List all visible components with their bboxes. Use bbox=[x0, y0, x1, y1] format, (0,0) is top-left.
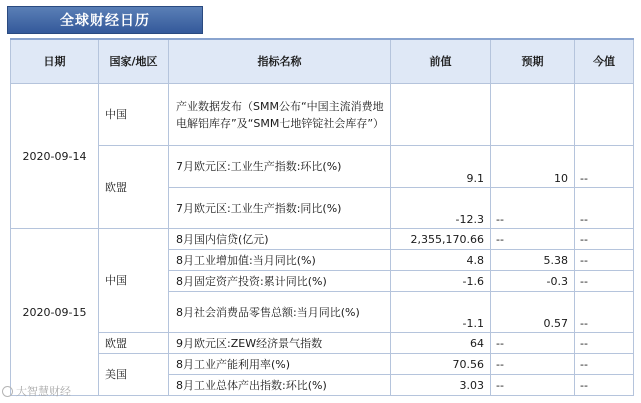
prev-cell: 64 bbox=[391, 333, 491, 354]
table-row bbox=[11, 333, 634, 354]
prev-cell: -1.1 bbox=[391, 292, 491, 333]
indicator-cell: 8月工业增加值:当月同比(%) bbox=[169, 250, 391, 271]
table-row bbox=[11, 84, 634, 146]
current-cell: -- bbox=[575, 354, 634, 375]
prev-cell: -12.3 bbox=[391, 188, 491, 229]
indicator-cell: 8月固定资产投资:累计同比(%) bbox=[169, 271, 391, 292]
forecast-cell: -0.3 bbox=[491, 271, 575, 292]
forecast-cell: 0.57 bbox=[491, 292, 575, 333]
current-cell: -- bbox=[575, 292, 634, 333]
region-cell: 欧盟 bbox=[99, 146, 169, 229]
date-cell: 2020-09-14 bbox=[11, 84, 99, 229]
region-cell: 中国 bbox=[99, 229, 169, 333]
indicator-cell: 产业数据发布（SMM公布“中国主流消费地电解铝库存”及“SMM七地锌锭社会库存”） bbox=[169, 84, 391, 146]
indicator-cell: 7月欧元区:工业生产指数:同比(%) bbox=[169, 188, 391, 229]
current-cell: -- bbox=[575, 271, 634, 292]
current-cell bbox=[575, 84, 634, 146]
forecast-cell bbox=[491, 84, 575, 146]
current-cell: -- bbox=[575, 229, 634, 250]
indicator-cell: 9月欧元区:ZEW经济景气指数 bbox=[169, 333, 391, 354]
indicator-cell: 7月欧元区:工业生产指数:环比(%) bbox=[169, 146, 391, 188]
current-cell: -- bbox=[575, 188, 634, 229]
economic-calendar-table bbox=[10, 38, 634, 396]
header-date: 日期 bbox=[11, 39, 99, 84]
forecast-cell: -- bbox=[491, 229, 575, 250]
watermark-logo-icon bbox=[2, 386, 13, 397]
table-row bbox=[11, 146, 634, 188]
prev-cell: -1.6 bbox=[391, 271, 491, 292]
header-indicator: 指标名称 bbox=[169, 39, 391, 84]
current-cell: -- bbox=[575, 250, 634, 271]
current-cell: -- bbox=[575, 146, 634, 188]
prev-cell: 2,355,170.66 bbox=[391, 229, 491, 250]
prev-cell: 4.8 bbox=[391, 250, 491, 271]
prev-cell: 3.03 bbox=[391, 375, 491, 396]
forecast-cell: -- bbox=[491, 354, 575, 375]
region-cell: 中国 bbox=[99, 84, 169, 146]
header-prev: 前值 bbox=[391, 39, 491, 84]
region-cell: 欧盟 bbox=[99, 333, 169, 354]
forecast-cell: -- bbox=[491, 375, 575, 396]
indicator-cell: 8月工业产能利用率(%) bbox=[169, 354, 391, 375]
header-current: 今值 bbox=[575, 39, 634, 84]
calendar-title: 全球财经日历 bbox=[7, 6, 203, 34]
table-row bbox=[11, 354, 634, 375]
header-forecast: 预期 bbox=[491, 39, 575, 84]
forecast-cell: 10 bbox=[491, 146, 575, 188]
region-cell: 美国 bbox=[99, 354, 169, 396]
indicator-cell: 8月工业总体产出指数:环比(%) bbox=[169, 375, 391, 396]
current-cell: -- bbox=[575, 375, 634, 396]
watermark-text: 大智慧财经 bbox=[16, 385, 71, 398]
prev-cell: 9.1 bbox=[391, 146, 491, 188]
prev-cell: 70.56 bbox=[391, 354, 491, 375]
date-cell: 2020-09-15 bbox=[11, 229, 99, 396]
prev-cell bbox=[391, 84, 491, 146]
watermark bbox=[2, 383, 71, 399]
header-region: 国家/地区 bbox=[99, 39, 169, 84]
forecast-cell: 5.38 bbox=[491, 250, 575, 271]
indicator-cell: 8月社会消费品零售总额:当月同比(%) bbox=[169, 292, 391, 333]
current-cell: -- bbox=[575, 333, 634, 354]
forecast-cell: -- bbox=[491, 333, 575, 354]
indicator-cell: 8月国内信贷(亿元) bbox=[169, 229, 391, 250]
table-row bbox=[11, 229, 634, 250]
table-header-row bbox=[11, 39, 634, 84]
forecast-cell: -- bbox=[491, 188, 575, 229]
